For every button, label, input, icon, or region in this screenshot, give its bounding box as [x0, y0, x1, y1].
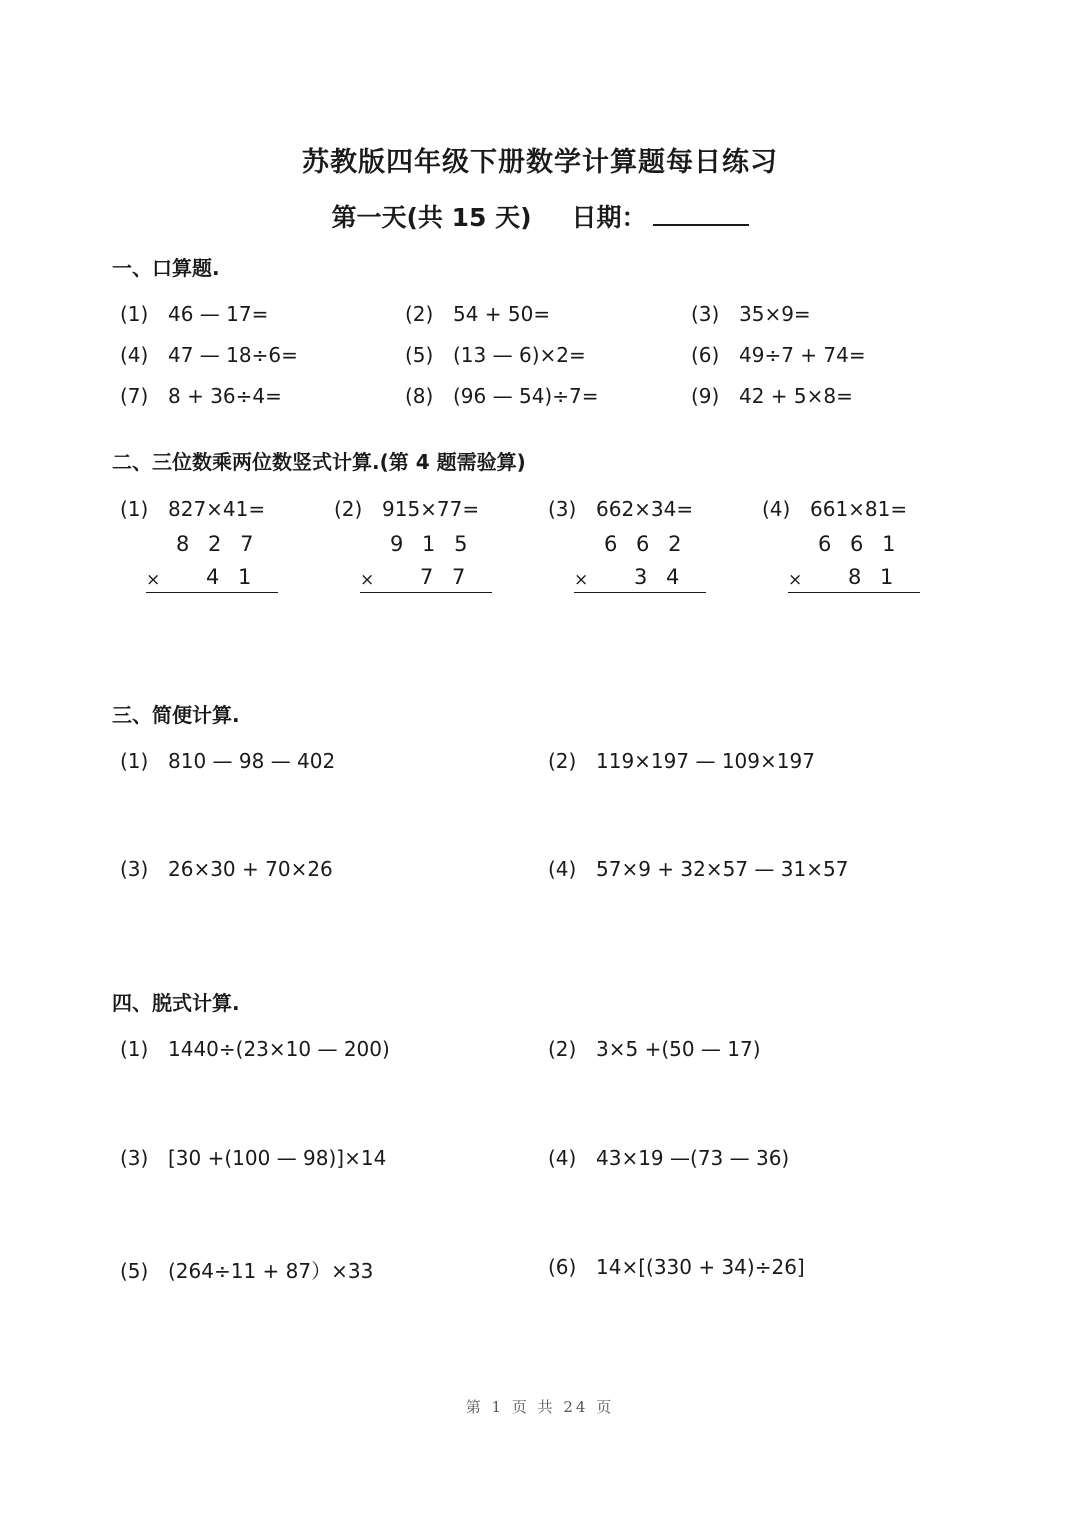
- stepwise-item: [548, 1255, 805, 1279]
- multiplier: 3 4: [634, 565, 686, 589]
- oral-item: [405, 302, 550, 326]
- vertical-item: [548, 497, 693, 521]
- multiplicand: 9 1 5: [390, 532, 474, 556]
- item-expression: 54 + 50=: [453, 302, 551, 326]
- item-expression: (264÷11 + 87）×33: [168, 1259, 374, 1283]
- section3-heading: 三、简便计算.: [112, 703, 240, 727]
- simplify-item: [120, 749, 335, 773]
- item-number: (4): [762, 497, 791, 521]
- item-number: (1): [120, 1037, 149, 1061]
- times-sign: ×: [574, 570, 589, 590]
- item-number: (7): [120, 384, 149, 408]
- item-number: (1): [120, 497, 149, 521]
- item-expression: 662×34=: [596, 497, 694, 521]
- section2-heading: 二、三位数乘两位数竖式计算.(第 4 题需验算): [112, 450, 526, 474]
- item-expression: 43×19 —(73 — 36): [596, 1146, 790, 1170]
- item-expression: (96 — 54)÷7=: [453, 384, 599, 408]
- oral-item: [120, 302, 268, 326]
- times-sign: ×: [788, 570, 803, 590]
- item-expression: 8 + 36÷4=: [168, 384, 282, 408]
- item-expression: (13 — 6)×2=: [453, 343, 586, 367]
- oral-item: [120, 343, 298, 367]
- date-label: 日期：: [571, 203, 647, 232]
- item-expression: 47 — 18÷6=: [168, 343, 298, 367]
- day-label: 第一天(共 15 天): [331, 203, 532, 232]
- stepwise-item: [548, 1146, 789, 1170]
- item-expression: 57×9 + 32×57 — 31×57: [596, 857, 849, 881]
- multiplicand: 8 2 7: [176, 532, 260, 556]
- item-number: (5): [405, 343, 434, 367]
- item-expression: 26×30 + 70×26: [168, 857, 333, 881]
- item-expression: 119×197 — 109×197: [596, 749, 815, 773]
- oral-item: [405, 384, 598, 408]
- multiplier: 8 1: [848, 565, 900, 589]
- item-number: (2): [548, 749, 577, 773]
- item-expression: 42 + 5×8=: [739, 384, 853, 408]
- item-expression: 810 — 98 — 402: [168, 749, 336, 773]
- item-number: (4): [548, 1146, 577, 1170]
- page-footer: 第 1 页 共 24 页: [465, 1398, 615, 1416]
- simplify-item: [548, 857, 848, 881]
- item-expression: [30 +(100 — 98)]×14: [168, 1146, 387, 1170]
- item-number: (3): [120, 1146, 149, 1170]
- item-expression: 35×9=: [739, 302, 811, 326]
- section1-heading: 一、口算题.: [112, 256, 220, 280]
- vertical-item: [120, 497, 265, 521]
- underline-rule: [574, 592, 706, 593]
- oral-item: [120, 384, 282, 408]
- item-number: (8): [405, 384, 434, 408]
- oral-item: [405, 343, 586, 367]
- item-expression: 49÷7 + 74=: [739, 343, 866, 367]
- multiplicand: 6 6 2: [604, 532, 688, 556]
- stepwise-item: [120, 1037, 390, 1061]
- stepwise-item: [120, 1146, 386, 1170]
- vertical-item: [762, 497, 907, 521]
- stepwise-item: [548, 1037, 761, 1061]
- item-expression: 46 — 17=: [168, 302, 269, 326]
- item-number: (2): [405, 302, 434, 326]
- item-expression: 14×[(330 + 34)÷26]: [596, 1255, 805, 1279]
- item-number: (3): [691, 302, 720, 326]
- item-expression: 915×77=: [382, 497, 480, 521]
- oral-item: [691, 343, 866, 367]
- multiplier: 4 1: [206, 565, 258, 589]
- multiplier: 7 7: [420, 565, 472, 589]
- item-number: (9): [691, 384, 720, 408]
- simplify-item: [120, 857, 333, 881]
- oral-item: [691, 302, 811, 326]
- section4-heading: 四、脱式计算.: [112, 991, 240, 1015]
- item-number: (2): [548, 1037, 577, 1061]
- underline-rule: [360, 592, 492, 593]
- date-blank[interactable]: [653, 202, 749, 226]
- item-number: (2): [334, 497, 363, 521]
- times-sign: ×: [360, 570, 375, 590]
- item-expression: 827×41=: [168, 497, 266, 521]
- item-number: (3): [548, 497, 577, 521]
- item-number: (5): [120, 1259, 149, 1283]
- item-number: (1): [120, 302, 149, 326]
- item-expression: 3×5 +(50 — 17): [596, 1037, 761, 1061]
- stepwise-item: [120, 1255, 373, 1284]
- underline-rule: [788, 592, 920, 593]
- page-title: 苏教版四年级下册数学计算题每日练习: [302, 147, 778, 178]
- vertical-item: [334, 497, 479, 521]
- multiplicand: 6 6 1: [818, 532, 902, 556]
- item-number: (1): [120, 749, 149, 773]
- simplify-item: [548, 749, 815, 773]
- underline-rule: [146, 592, 278, 593]
- item-number: (4): [120, 343, 149, 367]
- subtitle: [0, 198, 1080, 234]
- item-number: (3): [120, 857, 149, 881]
- item-number: (6): [691, 343, 720, 367]
- item-number: (4): [548, 857, 577, 881]
- oral-item: [691, 384, 853, 408]
- item-number: (6): [548, 1255, 577, 1279]
- item-expression: 661×81=: [810, 497, 908, 521]
- item-expression: 1440÷(23×10 — 200): [168, 1037, 390, 1061]
- times-sign: ×: [146, 570, 161, 590]
